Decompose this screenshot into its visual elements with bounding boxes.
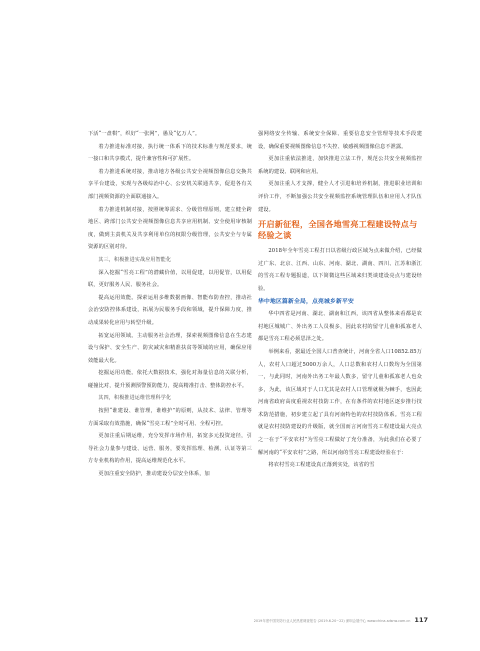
page-footer	[188, 615, 428, 625]
section-subtitle: 华中地区篇新全局，点亮城乡新平安	[258, 298, 354, 305]
paragraph: 更加注重依法推进，加快推进立法工作，规范公共安全视频监控系统的建设、联网和应用。	[258, 156, 422, 175]
subsection-heading: 其四，积极推进运维管理科学化	[98, 395, 172, 402]
paragraph: 着力推进标准对接，执行统一体系下的技术标准与规范要求，统一接口和共享模式，提升兼容性和可扩展性。	[88, 143, 252, 163]
left-column	[88, 128, 252, 481]
paragraph: 按照“谁建设、谁管理，谁维护”的原则，从技术、法律、管理等方面采取有效措施，确保“雪亮工程”全时可用、全程可控。	[88, 408, 252, 427]
footer-text: 2019年度中国安防行业人民热度调查报告 (2019.6.20~22) 深圳会展中心 www.china-sdsnw.com.cn	[253, 618, 411, 623]
paragraph: 挖掘运用功能。依托大数据技术，强化对海量信息的关联分析，碰撞比对，提升预测预警预防能力，提高精准打击、整体防控水平。	[88, 370, 252, 389]
paragraph: 着力推进系统对接，推动地方各级公共安全视频图像信息交换共享平台建设，实现与各级综治中心、公安机关联通共享，促进各有关部门视频资源的全面联通接入。	[88, 168, 252, 200]
paragraph: 强网络安全传输、系统安全保障、重要信息安全管理等技术手段建设，确保重要视频图像信息不失控、敏感视频图像信息不泄露。	[258, 131, 422, 150]
section-title: 开启新征程，全国各地雪亮工程建设特点与经验之谈	[258, 219, 418, 241]
paragraph: 提高运用效能。探索运用多维数据画像、智能布防查控，推动社会治安防控体系建设，拓展为民服务手段和领域，提升保障力度，推动成果转化应用与转型升级。	[88, 294, 252, 326]
paragraph: 2018年全年雪亮工程打日以省级行政区域为点来做介绍，已经做过广东、北京、江西、山东、河南、湖北、湖南、四川、江苏和浙江的雪亮工程专题报道，以下简微这些区域来归类谈建设亮点与建设经验。	[258, 248, 422, 292]
paragraph: 将农村雪亮工程建设真正落到实处，该省的雪	[268, 462, 375, 469]
page-number: 117	[414, 616, 428, 624]
paragraph: 举例来看，据最近全国人口普查统计，河南全省人口10852.85万人，农村人口超过5000万余人，人口总数和农村人口数均为全国第一，与此同时，河南外出务工年最人数多，留守儿童和孤寡老人也众多，为此，该区域对于人口尤其是农村人口管理就极为棘手，也因此河南省政府高度重视农村技防工作，在有条件的农村地区逐步推行技术防范措施，初步建立起了具有河南特色的农村技防体系。雪亮工程就是农村技防建设的升级版，就全国而言河南雪亮工程建设最大亮点之一在于“平安农村”为雪亮工程做好了充分准备，为此我们在必要了解河南的“平安农村”之路，所以河南的雪亮工程建设经验在于：	[258, 348, 422, 456]
paragraph: 更加注重安全防护，推动建设分层安全体系，加	[98, 471, 210, 478]
paragraph: 更加注重后期运维，充分发挥市场作用，拓宽多元投资途径，引导社会力量参与建设、运营、服务，要发挥监理、检测、认证等第三方专业机构的作用，提高运维规范化水平。	[88, 433, 252, 465]
paragraph: 华中四省是河南、湖北、湖南和江西，该四省从整体来看都是农村地区城城广、外出务工人员极多，因此农村的留守儿童和孤寡老人都是雪亮工程必须思泽之处。	[258, 311, 422, 343]
paragraph: 拓宽运用领域。主动服务社会治理，探索视频图像信息在生态建设与保护、安全生产、防灾减灾和精准扶贫等领域的应用，确保应用效能最大化。	[88, 332, 252, 364]
paragraph: 下活“一盘棋”，织好“一张网”，愚及“亿万人”。	[88, 131, 201, 137]
paragraph: 着力推进机制对接，按照统筹需求、分级管理原则，建立健全跨地区、跨部门公共安全视频图像信息共享应用机制、安全使用审核制度，做到主责机关及共享利用单位的权限分级管理，公共安全与专属资源的区别对待。	[88, 206, 252, 251]
subsection-heading: 其三，积极推进实战应用智能化	[98, 256, 172, 263]
paragraph: 深入挖掘“雪亮工程”的潜藏价值，以用促建，以用促管，以用促联，更好服务人民、服务社会。	[88, 269, 252, 289]
right-column	[258, 128, 422, 472]
paragraph: 更加注重人才支撑，健全人才引进和培养机制，推进职业培训和评价工作，不断加强公共安全视频监控系统管理队伍和应用人才队伍建设。	[258, 181, 422, 213]
